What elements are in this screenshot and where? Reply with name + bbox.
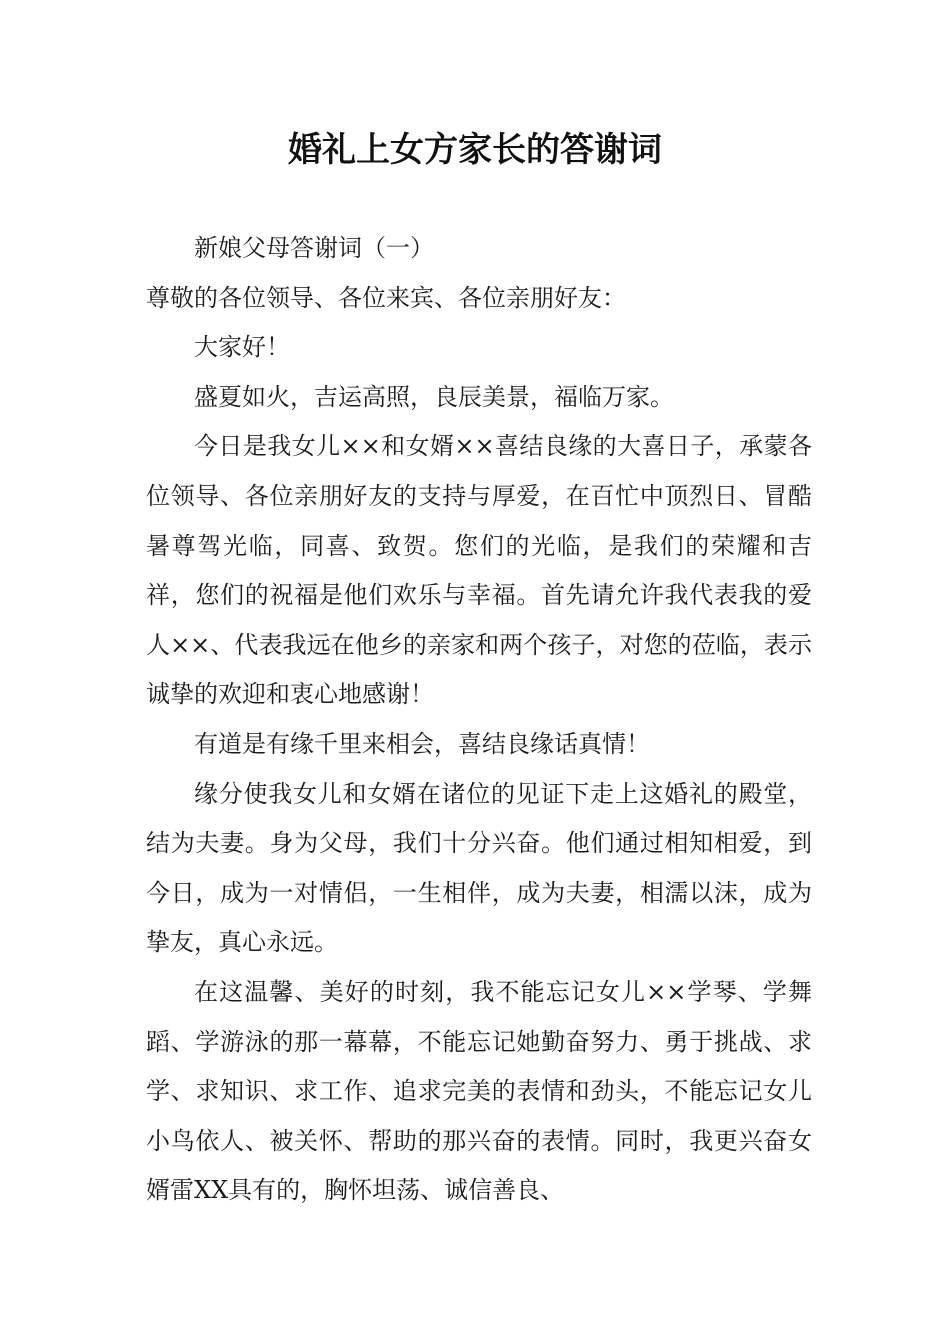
paragraph-subtitle: 新娘父母答谢词（一） (194, 234, 434, 262)
paragraph-thanks: 今日是我女儿××和女婿××喜结良缘的大喜日子，承蒙各位领导、各位亲朋好友的支持与厚爱，在百忙中顶烈日、冒酷暑尊驾光临，同喜、致贺。您们的光临，是我们的荣耀和吉祥，您们的祝福是他们欢乐与幸福。首先请允许我代表我的爱人××、代表我远在他乡的亲家和两个孩子，对您的莅临，表示诚挚的欢迎和衷心地感谢！ (146, 432, 812, 709)
paragraph-greeting: 大家好！ (194, 333, 290, 362)
paragraph-marriage: 缘分使我女儿和女婿在诸位的见证下走上这婚礼的殿堂，结为夫妻。身为父母，我们十分兴奋。他们通过相知相爱，到今日，成为一对情侣，一生相伴，成为夫妻，相濡以沫，成为挚友，真心永远。 (146, 779, 812, 957)
paragraph-salutation: 尊敬的各位领导、各位来宾、各位亲朋好友： (146, 283, 626, 312)
document-body (146, 224, 812, 1216)
paragraph-opening: 盛夏如火，吉运高照，良辰美景，福临万家。 (194, 382, 674, 411)
document-title: 婚礼上女方家长的答谢词 (288, 130, 662, 170)
paragraph-memories: 在这温馨、美好的时刻，我不能忘记女儿××学琴、学舞蹈、学游泳的那一幕幕，不能忘记她勤奋努力、勇于挑战、求学、求知识、求工作、追求完美的表情和劲头，不能忘记女儿小鸟依人、被关怀、帮助的那兴奋的表情。同时，我更兴奋女婿雷XX具有的，胸怀坦荡、诚信善良、 (146, 977, 812, 1205)
paragraph-fate: 有道是有缘千里来相会，喜结良缘话真情！ (194, 729, 650, 758)
